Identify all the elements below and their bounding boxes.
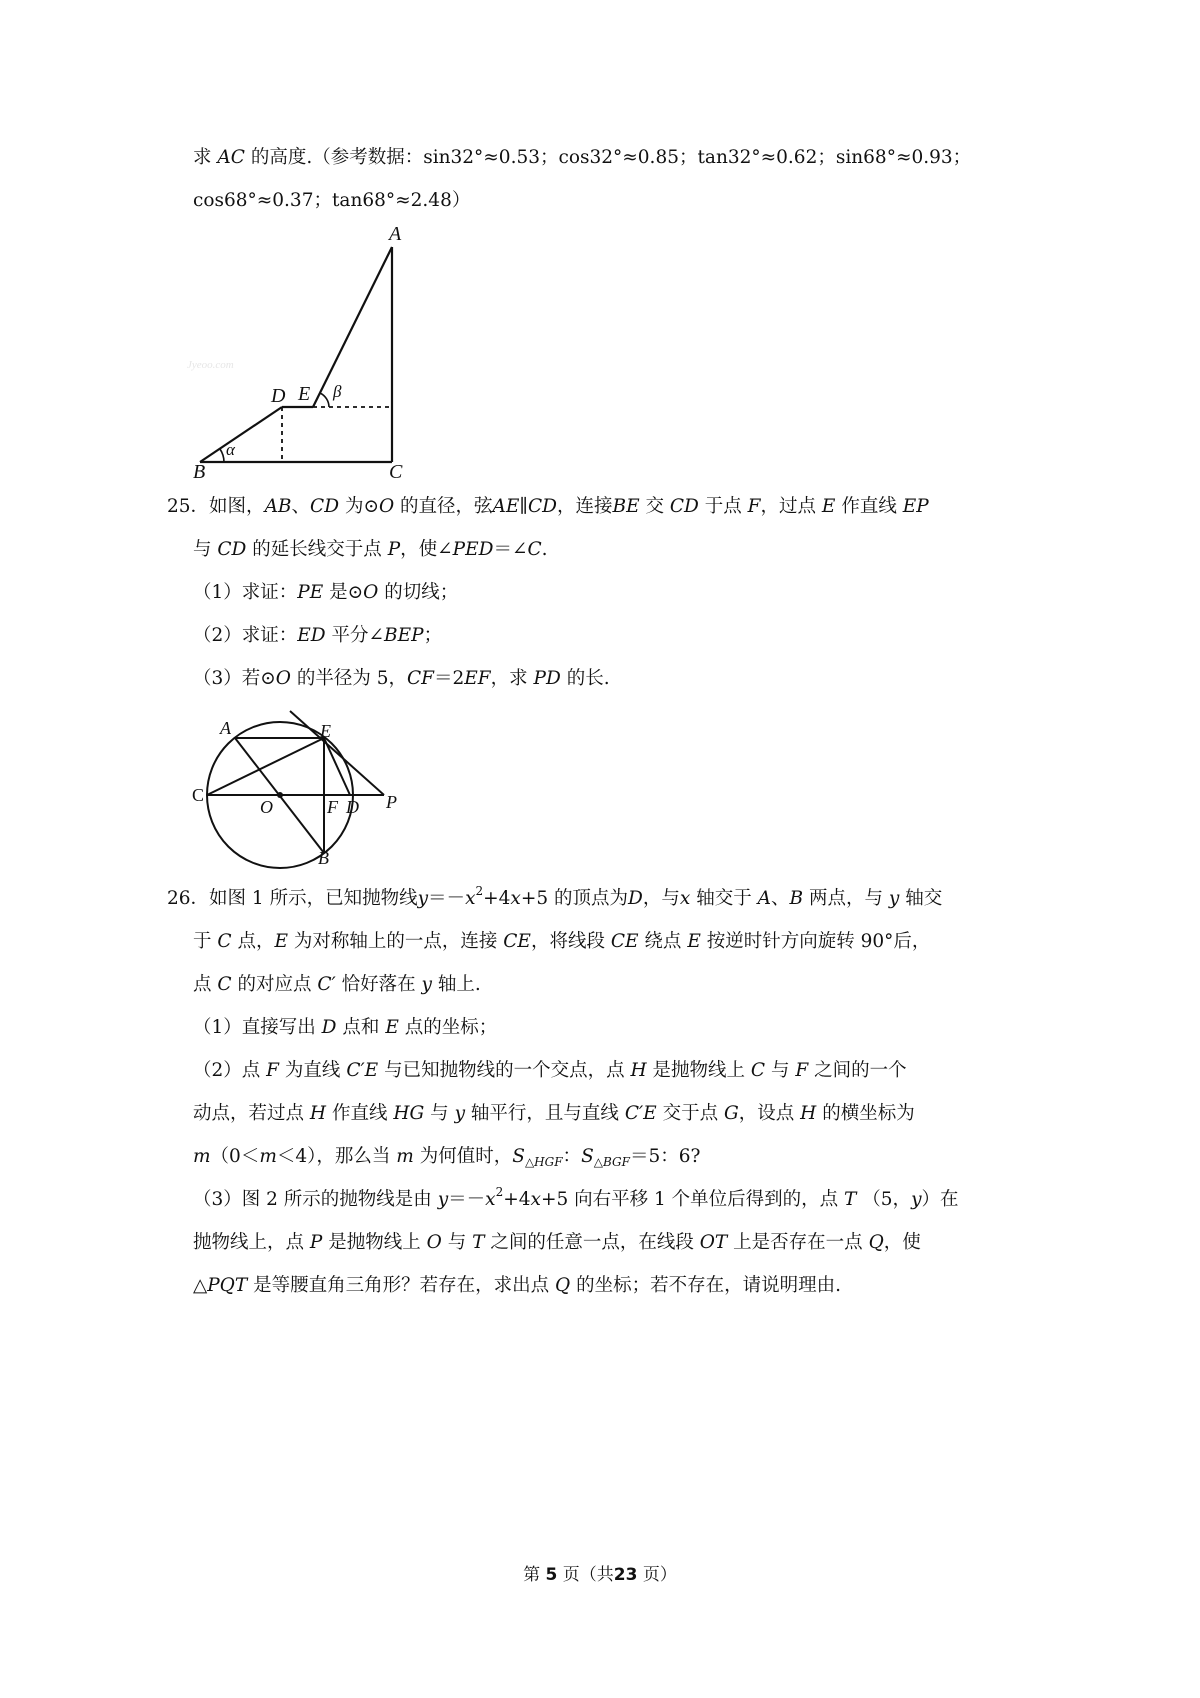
fig24-label-alpha: α: [226, 440, 235, 459]
fig25-label-d: D: [346, 797, 359, 817]
q26-line-1: 26．如图 1 所示，已知抛物线$y=-x^2+4x+5$ 的顶点为D，与x 轴交于 A、B 两点，与 y 轴交: [167, 884, 943, 909]
q26-part-2-line-3: m（0＜m＜4），那么当 m 为何值时，$S_{\triangle HGF}$：$S_{\triangle BGF}=5$：6?: [193, 1146, 701, 1169]
fig25-label-o: O: [260, 797, 273, 817]
q24-line-2: cos68°≈0.37；tan68°≈2.48）: [193, 190, 471, 211]
page-total: 23: [613, 1565, 638, 1585]
q26-part-3-line-2: 抛物线上，点 P 是抛物线上 O 与 T 之间的任意一点，在线段 OT 上是否存在一点 Q，使: [193, 1232, 921, 1253]
fig25-label-e: E: [320, 721, 331, 741]
fig24-label-d: D: [271, 385, 286, 407]
fig24-label-beta: β: [333, 382, 342, 401]
segment-ac: AC: [217, 147, 245, 168]
q25-part-3: （3）若⊙O 的半径为 5，CF＝2EF，求 PD 的长.: [193, 668, 610, 689]
q26-line-3: 点 C 的对应点 C′ 恰好落在 y 轴上.: [193, 974, 481, 995]
q25-part-1: （1）求证：PE 是⊙O 的切线；: [193, 582, 459, 603]
q26-part-3-line-1: （3）图 2 所示的抛物线是由 $y=-x^2+4x+5$ 向右平移 1 个单位后得到的，点 T （5，y）在: [193, 1185, 959, 1210]
q25-line-2: 与 CD 的延长线交于点 P，使∠PED＝∠C.: [193, 539, 548, 560]
fig25-label-p: P: [386, 792, 397, 812]
fig24-label-a: A: [389, 223, 402, 245]
center-dot-o: [277, 792, 283, 798]
q25-part-2: （2）求证：ED 平分∠BEP；: [193, 625, 443, 646]
page-number: 5: [545, 1565, 558, 1585]
segment-ed: [324, 738, 350, 795]
fig25-label-a: A: [220, 718, 231, 738]
q24-line-1: 求 AC 的高度.（参考数据：sin32°≈0.53；cos32°≈0.85；tan32°≈0.62；sin68°≈0.93；: [193, 147, 972, 168]
fig25-label-f: F: [327, 797, 338, 817]
q26-part-3-line-3: △PQT 是等腰直角三角形？若存在，求出点 Q 的坐标；若不存在，请说明理由.: [193, 1275, 841, 1296]
fig25-label-c: C: [192, 785, 205, 805]
q26-part-2-line-2: 动点，若过点 H 作直线 HG 与 y 轴平行，且与直线 C′E 交于点 G，设点 H 的横坐标为: [193, 1103, 915, 1124]
q26-part-1: （1）直接写出 D 点和 E 点的坐标；: [193, 1017, 498, 1038]
q25-line-1: 25．如图，AB、CD 为⊙O 的直径，弦AE∥CD，连接BE 交 CD 于点 F，过点 E 作直线 EP: [167, 496, 929, 517]
page-footer: 第 5 页（共23 页）: [523, 1565, 677, 1585]
tangent-ep: [290, 711, 384, 795]
q26-line-2: 于 C 点，E 为对称轴上的一点，连接 CE，将线段 CE 绕点 E 按逆时针方向旋转 90°后，: [193, 931, 931, 952]
fig25-label-b: B: [318, 848, 329, 868]
q26-part-2-line-1: （2）点 F 为直线 C′E 与已知抛物线的一个交点，点 H 是抛物线上 C 与 F 之间的一个: [193, 1060, 907, 1081]
fig24-label-e: E: [298, 383, 311, 405]
watermark: Jyeoo.com: [187, 359, 234, 371]
fig24-label-c: C: [389, 461, 403, 483]
fig24-label-b: B: [193, 461, 206, 483]
